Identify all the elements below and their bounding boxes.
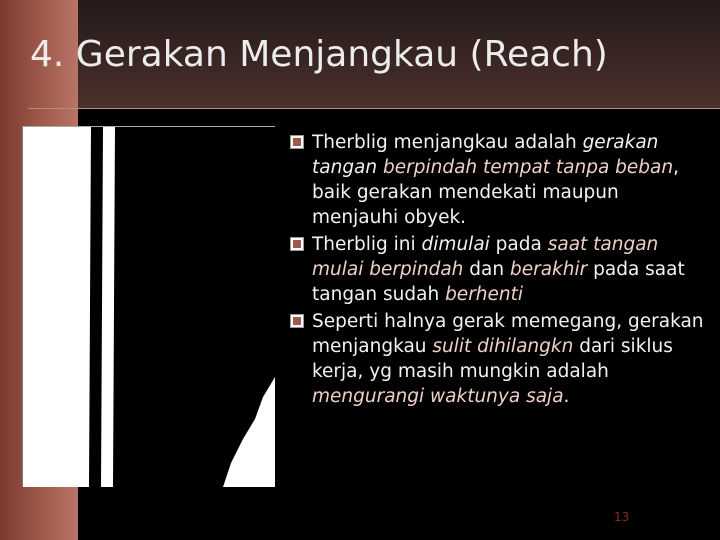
bullet-text-segment: gerakan tangan — [312, 132, 659, 178]
page-number: 13 — [614, 510, 630, 524]
bullet-text-segment: sulit dihilangkn — [432, 336, 574, 357]
image-dark-stripe-1 — [89, 127, 103, 487]
bullet-text-segment: Therblig ini — [312, 234, 422, 255]
bullet-text-segment: , baik gerakan mendekati maupun menjauhi obyek. — [312, 157, 680, 228]
checkbox-q-icon — [290, 237, 304, 251]
bullet-text-segment: pada saat tangan sudah — [312, 259, 685, 305]
slide-title: 4. Gerakan Menjangkau (Reach) — [30, 34, 608, 75]
bullet-text-segment: . — [563, 386, 570, 407]
bullet-text-segment: dimulai — [421, 234, 490, 255]
bullet-text-segment: Therblig menjangkau adalah — [312, 132, 583, 153]
bullet-text-segment: dari siklus kerja, yg masih mungkin adalah — [312, 336, 673, 382]
title-divider — [28, 108, 720, 109]
reach-motion-image — [22, 126, 275, 487]
checkbox-q-icon — [290, 135, 304, 149]
bullet-item — [290, 130, 710, 230]
checkbox-q-icon — [290, 314, 304, 328]
bullet-text-segment: mengurangi waktunya saja — [312, 386, 564, 407]
bullet-text-segment: dan — [463, 259, 510, 280]
bullet-list — [290, 130, 710, 411]
bullet-text-segment: saat tangan mulai berpindah — [312, 234, 659, 280]
bullet-text-segment: berhenti — [445, 284, 524, 305]
bullet-item — [290, 232, 710, 307]
bullet-text-segment: pada — [489, 234, 548, 255]
bullet-text-segment: berpindah tempat tanpa beban — [383, 157, 674, 178]
bullet-text-segment: berakhir — [509, 259, 588, 280]
bullet-item — [290, 309, 710, 409]
bullet-text-segment: Seperti halnya gerak memegang, gerakan menjangkau — [312, 311, 704, 357]
